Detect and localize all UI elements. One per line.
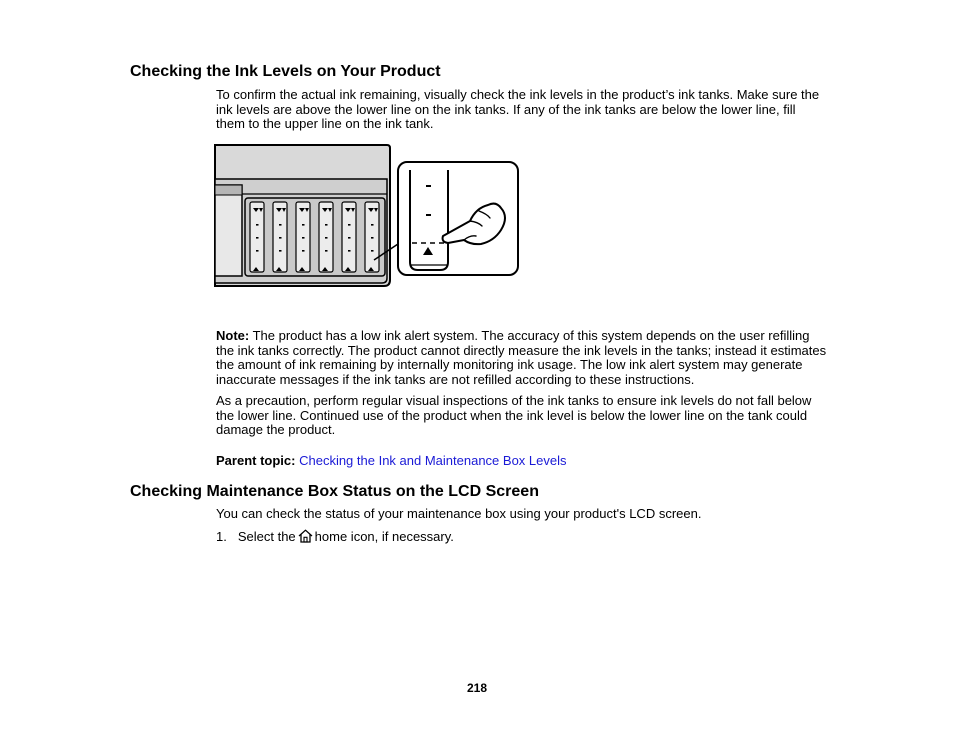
home-icon: [298, 529, 313, 547]
ink-tank: [250, 202, 264, 272]
step-text-before: Select the: [237, 529, 296, 544]
maintenance-box-intro: You can check the status of your maintenance box using your product's LCD screen.: [216, 506, 702, 521]
ink-tank: [342, 202, 356, 272]
note-text: The product has a low ink alert system. The accuracy of this system depends on the user refilling the ink tanks correctly. The product cannot directly measure the ink levels in the tanks; instead it estimates the amount of ink remaining by internally monitoring ink usage. The low ink alert system may generate inaccurate messages if the ink tanks are not refilled according to these instructions.: [216, 328, 827, 387]
ink-levels-intro: To confirm the actual ink remaining, visually check the ink levels in the product’s ink tanks. Make sure the ink levels are above the lower line on the ink tanks. If any of the ink tanks are below the lower line, fill them to the upper line on the ink tank.: [216, 87, 820, 132]
step-1: [216, 529, 828, 547]
ink-tank: [319, 202, 333, 272]
low-ink-note: [216, 329, 828, 387]
note-label: Note:: [216, 328, 250, 343]
section-heading-maintenance-box: Checking Maintenance Box Status on the LCD Screen: [130, 483, 539, 500]
step-text-after: home icon, if necessary.: [314, 529, 454, 544]
magnified-tank-inset: [398, 162, 518, 275]
precaution-paragraph: As a precaution, perform regular visual inspections of the ink tanks to ensure ink levels do not fall below the lower line. Continued use of the product when the ink level is below the lower line on the tank could damage the product.: [216, 393, 812, 438]
ink-tank: [273, 202, 287, 272]
parent-topic-label: Parent topic:: [216, 453, 296, 468]
parent-topic: [216, 454, 828, 469]
parent-topic-link[interactable]: Checking the Ink and Maintenance Box Levels: [299, 453, 567, 468]
ink-tank-illustration: [214, 144, 524, 290]
ink-tank: [365, 202, 379, 272]
step-number: 1.: [216, 529, 227, 544]
page-number: 218: [466, 681, 488, 695]
ink-tank: [296, 202, 310, 272]
section-heading-ink-levels: Checking the Ink Levels on Your Product: [130, 63, 441, 80]
